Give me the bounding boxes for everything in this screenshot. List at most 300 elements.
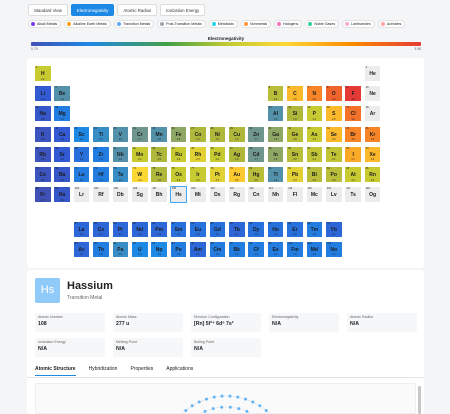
- prop-melting-point: Melting Point N/A: [113, 338, 183, 357]
- element-symbol: Ar: [369, 111, 376, 118]
- legend-item[interactable]: [64, 20, 111, 28]
- element-cell-er[interactable]: [286, 221, 304, 238]
- element-cell-w[interactable]: [131, 166, 149, 183]
- atomic-number: 14: [288, 106, 291, 110]
- element-cell-ar[interactable]: [364, 105, 382, 122]
- element-cell-pr[interactable]: [112, 221, 130, 238]
- element-cell-at[interactable]: [344, 166, 362, 183]
- element-cell-bh[interactable]: [150, 186, 168, 203]
- element-symbol: Si: [292, 111, 298, 118]
- atomic-number: 27: [191, 126, 194, 130]
- element-cell-cr[interactable]: [131, 126, 149, 143]
- element-symbol: Cm: [213, 246, 222, 253]
- element-symbol: Re: [155, 172, 163, 178]
- element-category: Transition Metal: [67, 295, 103, 301]
- element-cell-br[interactable]: [344, 126, 362, 143]
- element-cell-ag[interactable]: [228, 146, 246, 163]
- element-symbol: Dy: [252, 226, 260, 233]
- element-cell-fm[interactable]: [286, 241, 304, 258]
- element-cell-n[interactable]: [306, 85, 324, 102]
- element-cell-rf[interactable]: [92, 186, 110, 203]
- element-symbol: Ne: [369, 91, 376, 98]
- atomic-number: 100: [288, 241, 293, 245]
- element-cell-ts[interactable]: [344, 186, 362, 203]
- element-symbol: Pd: [214, 151, 221, 158]
- element-symbol: No: [330, 246, 338, 253]
- electronegativity-value: 1.6: [273, 178, 278, 182]
- element-cell-zr[interactable]: [92, 146, 110, 163]
- electronegativity-value: 1.0: [60, 138, 64, 142]
- element-cell-cm[interactable]: [209, 241, 227, 258]
- electronegativity-value: 1.9: [215, 138, 219, 142]
- element-symbol: Rf: [98, 192, 104, 199]
- element-cell-pd[interactable]: [209, 146, 227, 163]
- scale-gradient-bar: [31, 42, 421, 46]
- element-cell-db[interactable]: [112, 186, 130, 203]
- element-cell-np[interactable]: [150, 241, 168, 258]
- element-cell-se[interactable]: [325, 126, 343, 143]
- element-cell-ti[interactable]: [92, 126, 110, 143]
- prop-atomic-radius: Atomic Radius N/A: [347, 313, 417, 332]
- element-symbol: Nh: [272, 192, 279, 199]
- element-cell-sr[interactable]: [53, 146, 71, 163]
- atomic-number: 57: [74, 221, 78, 225]
- electronegativity-value: 2.0: [332, 178, 336, 182]
- element-cell-pb[interactable]: [286, 166, 304, 183]
- element-cell-ni[interactable]: [209, 126, 227, 143]
- atomic-number: 94: [171, 241, 175, 245]
- electronegativity-value: 1.5: [118, 253, 122, 257]
- electronegativity-value: 3.4: [332, 97, 336, 101]
- atomic-number: 111: [230, 187, 234, 191]
- element-symbol: Tm: [310, 226, 319, 233]
- atomic-number: 74: [133, 167, 136, 170]
- legend-label: Transition Metals: [122, 22, 151, 26]
- element-cell-nd[interactable]: [131, 221, 149, 238]
- element-cell-po[interactable]: [325, 166, 343, 183]
- element-cell-ir[interactable]: [189, 166, 207, 183]
- atomic-number: 69: [307, 221, 311, 225]
- element-cell-es[interactable]: [267, 241, 285, 258]
- legend-item[interactable]: [378, 20, 406, 28]
- tab-electronegativity[interactable]: Electronegativity: [71, 4, 115, 16]
- electronegativity-value: 1.9: [235, 158, 239, 162]
- atomic-number: 88: [55, 187, 59, 191]
- electron: [205, 398, 208, 401]
- view-mode-tabs: [28, 4, 205, 16]
- element-cell-rn[interactable]: [364, 166, 382, 183]
- element-symbol: Al: [273, 111, 279, 118]
- electronegativity-value: 2.0: [254, 178, 258, 182]
- element-cell-bk[interactable]: [228, 241, 246, 258]
- element-symbol: Hg: [252, 172, 260, 178]
- element-cell-b[interactable]: [267, 85, 285, 102]
- electron-shell: [163, 396, 289, 414]
- electronegativity-value: 1.5: [118, 178, 122, 182]
- element-cell-xe[interactable]: [364, 146, 382, 163]
- element-cell-sb[interactable]: [306, 146, 324, 163]
- tab-standard-view[interactable]: Standard View: [28, 4, 68, 16]
- electronegativity-value: 2.6: [293, 97, 297, 101]
- electronegativity-value: 2.3: [215, 178, 219, 182]
- electron: [265, 409, 268, 412]
- atomic-number: 104: [94, 187, 99, 191]
- element-symbol: Br: [350, 131, 356, 138]
- tab-applications[interactable]: Applications: [166, 366, 194, 372]
- element-symbol: Sr: [59, 151, 65, 158]
- atomic-number: 87: [36, 187, 39, 191]
- element-cell-tc[interactable]: [150, 146, 168, 163]
- atomic-number: 105: [113, 187, 118, 191]
- atomic-number: 20: [55, 126, 59, 130]
- electronegativity-value: 2.0: [273, 97, 278, 101]
- element-cell-s[interactable]: [325, 105, 343, 122]
- element-cell-li[interactable]: [34, 85, 52, 102]
- element-symbol: Nb: [117, 151, 124, 158]
- legend-item[interactable]: [342, 20, 375, 28]
- element-cell-lv[interactable]: [325, 186, 343, 203]
- atomic-number: 13: [268, 106, 272, 110]
- atomic-number: 59: [113, 221, 117, 225]
- element-symbol: Er: [292, 226, 298, 233]
- atomic-number: 73: [113, 167, 117, 170]
- element-cell-he[interactable]: [364, 65, 382, 82]
- element-cell-cd[interactable]: [247, 146, 265, 163]
- element-cell-ho[interactable]: [267, 221, 285, 238]
- element-symbol: Cf: [253, 246, 259, 253]
- electron: [251, 401, 254, 404]
- element-cell-ba[interactable]: [53, 166, 71, 183]
- atomic-number: 84: [327, 167, 330, 170]
- electronegativity-value: 0.8: [41, 138, 45, 142]
- element-cell-k[interactable]: [34, 126, 52, 143]
- prop-atomic-number: Atomic Number 108: [35, 313, 105, 332]
- element-cell-sn[interactable]: [286, 146, 304, 163]
- element-cell-be[interactable]: [53, 85, 71, 102]
- atomic-number: 95: [191, 241, 194, 245]
- electronegativity-value: 1.1: [157, 233, 161, 237]
- element-symbol: Fe: [175, 131, 182, 138]
- element-symbol: Pt: [214, 172, 220, 178]
- atomic-number: 110: [210, 187, 215, 191]
- element-symbol: Sn: [291, 151, 299, 158]
- element-cell-au[interactable]: [228, 166, 246, 183]
- atomic-number: 8: [327, 86, 329, 90]
- element-symbol: Rh: [194, 151, 202, 158]
- element-cell-h[interactable]: [34, 65, 52, 82]
- electronegativity-value: 1.0: [41, 97, 45, 101]
- electron: [221, 395, 224, 398]
- element-cell-sg[interactable]: [131, 186, 149, 203]
- element-cell-hs[interactable]: [170, 186, 188, 203]
- element-cell-f[interactable]: [344, 85, 362, 102]
- element-cell-sm[interactable]: [170, 221, 188, 238]
- element-cell-cu[interactable]: [228, 126, 246, 143]
- element-symbol: Bk: [233, 246, 240, 253]
- element-cell-tl[interactable]: [267, 166, 285, 183]
- element-symbol: Lu: [78, 172, 85, 178]
- electronegativity-value: 1.2: [254, 233, 258, 237]
- element-cell-la[interactable]: [73, 221, 91, 238]
- prop-ionization-energy: Ionization Energy N/A: [35, 338, 105, 357]
- element-cell-pt[interactable]: [209, 166, 227, 183]
- legend-label: Lanthanides: [351, 22, 371, 26]
- electronegativity-value: 2.2: [215, 158, 219, 162]
- atomic-number: 29: [230, 126, 233, 130]
- element-cell-mo[interactable]: [131, 146, 149, 163]
- tab-properties[interactable]: Properties: [130, 366, 154, 372]
- element-cell-os[interactable]: [170, 166, 188, 183]
- atomic-number: 45: [191, 146, 194, 150]
- atomic-number: 44: [171, 146, 175, 150]
- element-cell-kr[interactable]: [364, 126, 382, 143]
- element-cell-fl[interactable]: [286, 186, 304, 203]
- atomic-number: 54: [365, 146, 369, 150]
- electron: [191, 404, 194, 407]
- electronegativity-value: 2.2: [351, 178, 355, 182]
- element-symbol: Ac: [78, 246, 85, 253]
- element-cell-nh[interactable]: [267, 186, 285, 203]
- element-cell-bi[interactable]: [306, 166, 324, 183]
- element-cell-p[interactable]: [306, 105, 324, 122]
- element-symbol: Kr: [369, 131, 376, 138]
- element-cell-no[interactable]: [325, 241, 343, 258]
- element-symbol: Cd: [252, 151, 260, 158]
- element-cell-ta[interactable]: [112, 166, 130, 183]
- element-cell-zn[interactable]: [247, 126, 265, 143]
- element-cell-cl[interactable]: [344, 105, 362, 122]
- tabs-divider: [27, 377, 424, 378]
- electronegativity-value: 2.2: [370, 178, 375, 182]
- element-cell-ge[interactable]: [286, 126, 304, 143]
- element-cell-pu[interactable]: [170, 241, 188, 258]
- element-cell-mg[interactable]: [53, 105, 71, 122]
- element-cell-si[interactable]: [286, 105, 304, 122]
- element-symbol: Ra: [58, 192, 66, 199]
- tab-atomic-radius[interactable]: Atomic Radius: [117, 4, 157, 16]
- element-cell-ga[interactable]: [267, 126, 285, 143]
- tab-hybridization[interactable]: Hybridization: [88, 366, 118, 372]
- electronegativity-value: 1.6: [273, 117, 278, 121]
- element-cell-lr[interactable]: [73, 186, 91, 203]
- scrollbar[interactable]: [418, 386, 421, 414]
- element-cell-ru[interactable]: [170, 146, 188, 163]
- element-cell-pm[interactable]: [150, 221, 168, 238]
- atomic-number: 61: [152, 221, 156, 225]
- electronegativity-value: 2.2: [176, 158, 181, 162]
- element-cell-te[interactable]: [325, 146, 343, 163]
- element-cell-mt[interactable]: [189, 186, 207, 203]
- element-cell-rb[interactable]: [34, 146, 52, 163]
- electron: [229, 395, 232, 398]
- atomic-number: 76: [171, 167, 175, 170]
- element-symbol: Cl: [350, 111, 356, 118]
- element-symbol: Rb: [39, 151, 47, 158]
- element-cell-mn[interactable]: [150, 126, 168, 143]
- prop-electronegativity: Electronegativity N/A: [269, 313, 339, 332]
- element-cell-am[interactable]: [189, 241, 207, 258]
- atomic-number: 93: [152, 241, 156, 245]
- element-symbol: S: [332, 111, 336, 118]
- electronegativity-value: 1.9: [293, 117, 297, 121]
- electronegativity-value: 1.3: [99, 178, 103, 182]
- electronegativity-value: 1.3: [99, 158, 103, 162]
- element-symbol: Mn: [155, 131, 163, 138]
- element-cell-sc[interactable]: [73, 126, 91, 143]
- atomic-number: 50: [288, 146, 291, 150]
- legend-label: Alkali Metals: [37, 22, 58, 26]
- electronegativity-value: 1.3: [99, 253, 103, 257]
- element-cell-hg[interactable]: [247, 166, 265, 183]
- atomic-number: 78: [210, 167, 214, 170]
- element-cell-cn[interactable]: [247, 186, 265, 203]
- legend-label: Halogens: [283, 22, 299, 26]
- element-cell-as[interactable]: [306, 126, 324, 143]
- element-symbol: Y: [79, 151, 84, 158]
- legend-label: Actinides: [386, 22, 402, 26]
- element-cell-v[interactable]: [112, 126, 130, 143]
- atomic-number: 17: [346, 106, 350, 110]
- legend-item[interactable]: [305, 20, 339, 28]
- element-cell-na[interactable]: [34, 105, 52, 122]
- atomic-number: 62: [171, 221, 175, 225]
- element-cell-pa[interactable]: [112, 241, 130, 258]
- periodic-table: [27, 58, 424, 268]
- element-cell-yb[interactable]: [325, 221, 343, 238]
- element-cell-c[interactable]: [286, 85, 304, 102]
- element-symbol: Pr: [117, 226, 123, 233]
- atomic-number: 77: [191, 167, 194, 170]
- atomic-number: 102: [327, 241, 332, 245]
- atomic-number: 48: [249, 146, 253, 150]
- prop-atomic-mass: Atomic Mass 277 u: [113, 313, 183, 332]
- element-symbol: Na: [39, 111, 46, 118]
- atomic-number: 115: [307, 187, 312, 191]
- legend-color-swatch: [212, 22, 216, 26]
- electronegativity-value: 1.2: [215, 233, 219, 237]
- electron-shell: [174, 407, 278, 414]
- electronegativity-value: 1.6: [157, 138, 161, 142]
- legend-item[interactable]: [28, 20, 61, 28]
- atomic-number: 30: [249, 126, 253, 130]
- atomic-number: 40: [94, 146, 97, 150]
- element-cell-hf[interactable]: [92, 166, 110, 183]
- element-cell-re[interactable]: [150, 166, 168, 183]
- electronegativity-value: 1.1: [332, 233, 336, 237]
- element-symbol: Cn: [252, 192, 260, 199]
- atomic-number: 75: [152, 167, 156, 170]
- element-symbol: Be: [58, 91, 66, 98]
- atomic-number: 32: [288, 126, 291, 130]
- element-symbol: Mg: [58, 111, 66, 118]
- electronegativity-value: 2.5: [235, 178, 239, 182]
- element-cell-cs[interactable]: [34, 166, 52, 183]
- element-symbol: O: [331, 91, 336, 98]
- tab-ionization-energy[interactable]: Ionization Energy: [160, 4, 205, 16]
- legend-item[interactable]: [274, 20, 302, 28]
- atomic-number: 101: [307, 241, 312, 245]
- atomic-number: 47: [230, 146, 233, 150]
- element-cell-og[interactable]: [364, 186, 382, 203]
- scale-title: Electronegativity: [207, 36, 245, 41]
- element-symbol: Og: [369, 192, 377, 199]
- legend-item[interactable]: [209, 20, 238, 28]
- element-cell-lu[interactable]: [73, 166, 91, 183]
- element-cell-ra[interactable]: [53, 186, 71, 203]
- electronegativity-value: 1.7: [254, 138, 258, 142]
- element-cell-tb[interactable]: [228, 221, 246, 238]
- element-symbol: Bi: [311, 172, 317, 178]
- electronegativity-value: 2.2: [138, 158, 142, 162]
- legend-item[interactable]: [241, 20, 271, 28]
- electronegativity-value: 4.0: [351, 97, 355, 101]
- legend-item[interactable]: [114, 20, 154, 28]
- element-cell-md[interactable]: [306, 241, 324, 258]
- element-cell-fe[interactable]: [170, 126, 188, 143]
- element-symbol: Np: [155, 246, 163, 253]
- atomic-number: 33: [307, 126, 311, 130]
- element-cell-ne[interactable]: [364, 85, 382, 102]
- electronegativity-value: 1.1: [138, 233, 142, 237]
- element-cell-rg[interactable]: [228, 186, 246, 203]
- element-cell-th[interactable]: [92, 241, 110, 258]
- element-cell-al[interactable]: [267, 105, 285, 122]
- element-symbol: Yb: [330, 226, 337, 233]
- element-symbol: Mt: [195, 192, 201, 199]
- electronegativity-value: 1.2: [176, 233, 181, 237]
- electron: [204, 410, 207, 413]
- element-cell-y[interactable]: [73, 146, 91, 163]
- element-cell-o[interactable]: [325, 85, 343, 102]
- electronegativity-value: 1.8: [273, 138, 278, 142]
- element-cell-eu[interactable]: [189, 221, 207, 238]
- element-cell-rh[interactable]: [189, 146, 207, 163]
- element-cell-ca[interactable]: [53, 126, 71, 143]
- legend-color-swatch: [117, 22, 121, 26]
- element-symbol: Li: [40, 91, 45, 98]
- element-cell-co[interactable]: [189, 126, 207, 143]
- element-symbol: Co: [194, 131, 202, 138]
- element-cell-nb[interactable]: [112, 146, 130, 163]
- element-symbol: H: [40, 71, 45, 77]
- electronegativity-value: 1.3: [254, 253, 258, 257]
- element-cell-gd[interactable]: [209, 221, 227, 238]
- element-symbol: P: [312, 111, 317, 118]
- atomic-number: 15: [307, 106, 311, 110]
- atomic-number: 64: [210, 221, 214, 225]
- legend-item[interactable]: [157, 20, 206, 28]
- atomic-number: 85: [346, 167, 350, 170]
- element-cell-fr[interactable]: [34, 186, 52, 203]
- atomic-number: 112: [249, 187, 254, 191]
- element-cell-i[interactable]: [344, 146, 362, 163]
- element-cell-in[interactable]: [267, 146, 285, 163]
- element-cell-ce[interactable]: [92, 221, 110, 238]
- electronegativity-value: 1.1: [196, 253, 200, 257]
- element-symbol: Nd: [136, 226, 144, 233]
- tab-atomic-structure[interactable]: Atomic Structure: [35, 366, 76, 376]
- element-cell-tm[interactable]: [306, 221, 324, 238]
- element-cell-mc[interactable]: [306, 186, 324, 203]
- legend-label: Post-Transition Metals: [166, 22, 202, 26]
- atomic-number: 41: [113, 146, 117, 150]
- element-cell-ac[interactable]: [73, 241, 91, 258]
- element-cell-cf[interactable]: [247, 241, 265, 258]
- electronegativity-value: 1.6: [60, 97, 64, 101]
- element-cell-u[interactable]: [131, 241, 149, 258]
- element-cell-ds[interactable]: [209, 186, 227, 203]
- element-cell-dy[interactable]: [247, 221, 265, 238]
